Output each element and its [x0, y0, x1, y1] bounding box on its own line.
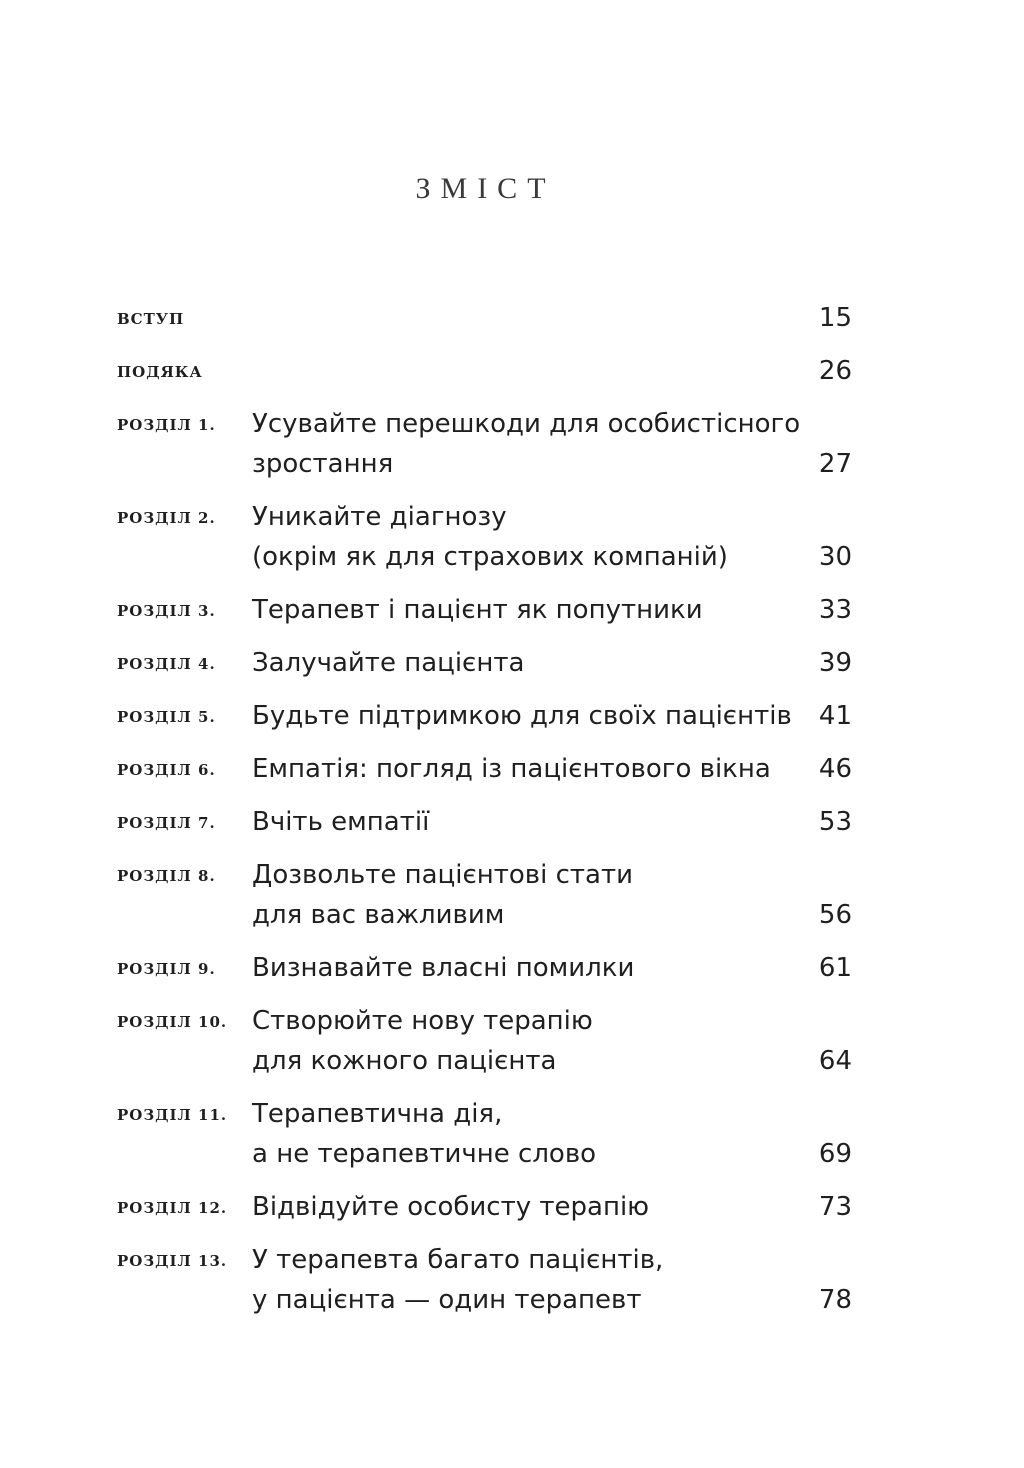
- chapter-label: РОЗДІЛ 10.: [117, 1013, 228, 1031]
- chapter-title: [252, 404, 801, 484]
- chapter-label: РОЗДІЛ 2.: [117, 509, 216, 527]
- page-number: 33: [818, 595, 852, 625]
- page-number: 64: [818, 1046, 852, 1076]
- chapter-title-line: зростання: [252, 449, 394, 479]
- chapter-title-line: Терапевт і пацієнт як попутники: [252, 595, 703, 625]
- page-number: 15: [818, 303, 852, 333]
- chapter-title: [252, 855, 792, 935]
- page-number: 56: [818, 900, 852, 930]
- chapter-title-line: а не терапевтичне слово: [252, 1139, 597, 1169]
- page-number: 26: [818, 356, 852, 386]
- chapter-title-line: Відвідуйте особисту терапію: [252, 1192, 650, 1222]
- chapter-title-line: для кожного пацієнта: [252, 1046, 557, 1076]
- chapter-title: [252, 1001, 792, 1081]
- chapter-title-line: для вас важливим: [252, 900, 505, 930]
- chapter-label: РОЗДІЛ 12.: [117, 1199, 228, 1217]
- chapter-title-line: (окрім як для страхових компаній): [252, 542, 728, 572]
- chapter-title: [252, 643, 792, 683]
- chapter-title: [252, 749, 792, 789]
- page-number: 78: [818, 1285, 852, 1315]
- chapter-title-line: у пацієнта — один терапевт: [252, 1285, 642, 1315]
- chapter-label: ВСТУП: [117, 310, 185, 328]
- chapter-title: [252, 497, 792, 577]
- chapter-title: [252, 1094, 792, 1174]
- chapter-title-line: У терапевта багато пацієнтів,: [252, 1245, 664, 1275]
- chapter-title-line: Уникайте діагнозу: [252, 502, 507, 532]
- chapter-title-line: Дозвольте пацієнтові стати: [252, 860, 634, 890]
- chapter-label: РОЗДІЛ 4.: [117, 655, 216, 673]
- chapter-title-line: Визнавайте власні помилки: [252, 953, 635, 983]
- chapter-label: РОЗДІЛ 7.: [117, 814, 216, 832]
- page-number: 41: [818, 701, 852, 731]
- chapter-label: РОЗДІЛ 5.: [117, 708, 216, 726]
- page-number: 61: [818, 953, 852, 983]
- chapter-label: РОЗДІЛ 9.: [117, 960, 216, 978]
- chapter-title: [252, 948, 792, 988]
- page-number: 46: [818, 754, 852, 784]
- chapter-title: [252, 1187, 792, 1227]
- page-number: 27: [818, 449, 852, 479]
- chapter-title-line: Вчіть емпатії: [252, 807, 430, 837]
- chapter-label: РОЗДІЛ 1.: [117, 416, 216, 434]
- chapter-title-line: Залучайте пацієнта: [252, 648, 525, 678]
- page-number: 39: [818, 648, 852, 678]
- chapter-title: [252, 802, 792, 842]
- chapter-title-line: Усувайте перешкоди для особистісного: [252, 409, 801, 439]
- chapter-label: РОЗДІЛ 8.: [117, 867, 216, 885]
- chapter-title-line: Будьте підтримкою для своїх пацієнтів: [252, 701, 792, 731]
- chapter-label: РОЗДІЛ 6.: [117, 761, 216, 779]
- chapter-label: РОЗДІЛ 11.: [117, 1106, 228, 1124]
- chapter-title-line: Емпатія: погляд із пацієнтового вікна: [252, 754, 771, 784]
- page-title: ЗМІСТ: [415, 172, 556, 205]
- chapter-title: [252, 1240, 792, 1320]
- chapter-label: РОЗДІЛ 13.: [117, 1252, 228, 1270]
- chapter-title-line: Створюйте нову терапію: [252, 1006, 593, 1036]
- chapter-title: [252, 590, 792, 630]
- chapter-title: [252, 696, 792, 736]
- page-number: 73: [818, 1192, 852, 1222]
- chapter-title-line: Терапевтична дія,: [252, 1099, 503, 1129]
- chapter-label: РОЗДІЛ 3.: [117, 602, 216, 620]
- page-number: 69: [818, 1139, 852, 1169]
- chapter-label: ПОДЯКА: [117, 363, 203, 381]
- page-number: 30: [818, 542, 852, 572]
- page-number: 53: [818, 807, 852, 837]
